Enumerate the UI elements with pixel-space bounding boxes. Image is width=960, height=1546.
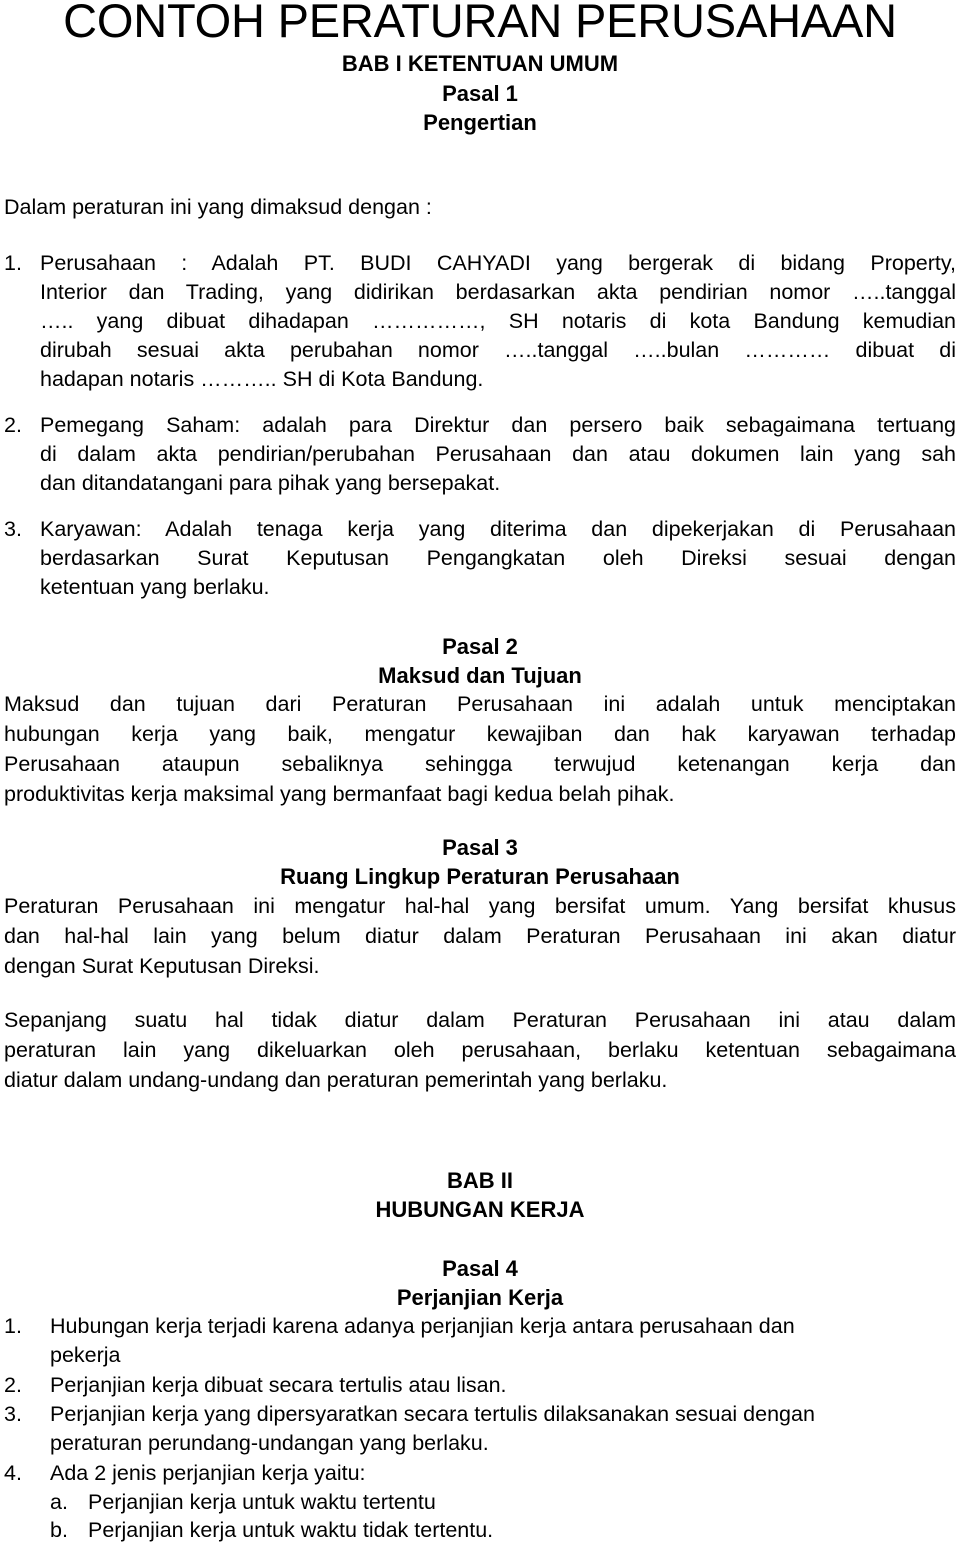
pasal2-line2: hubungan kerja yang baik, mengatur kewajiban dan hak karyawan terhadap: [4, 722, 956, 746]
pasal1-number: Pasal 1: [442, 81, 518, 106]
pasal1-item1-number: 1.: [4, 251, 22, 275]
pasal1-item3-line3: ketentuan yang berlaku.: [40, 575, 270, 599]
pasal1-item3-line1: Karyawan: Adalah tenaga kerja yang diterima dan dipekerjakan di Perusahaan: [40, 517, 956, 541]
pasal4-subitem-a-text: Perjanjian kerja untuk waktu tertentu: [88, 1490, 436, 1514]
bab2-heading: BAB II: [447, 1168, 513, 1193]
pasal4-subitem-b-letter: b.: [50, 1518, 68, 1542]
pasal2-line3: Perusahaan ataupun sebaliknya sehingga terwujud ketenangan kerja dan: [4, 752, 956, 776]
bab1-heading: BAB I KETENTUAN UMUM: [341, 51, 619, 76]
pasal3-para1-line2: dan hal-hal lain yang belum diatur dalam Peraturan Perusahaan ini akan diatur: [4, 924, 956, 948]
pasal4-subitem-b-text: Perjanjian kerja untuk waktu tidak tertentu.: [88, 1518, 494, 1542]
pasal4-item1-number: 1.: [4, 1314, 22, 1338]
pasal1-item1-line3: ….. yang dibuat dihadapan ……………, SH notaris di kota Bandung kemudian: [40, 309, 956, 333]
pasal2-line1: Maksud dan tujuan dari Peraturan Perusahaan ini adalah untuk menciptakan: [4, 692, 956, 716]
pasal1-item3-number: 3.: [4, 517, 22, 541]
pasal1-title: Pengertian: [423, 110, 537, 135]
pasal1-item1-line4: dirubah sesuai akta perubahan nomor …..tanggal …..bulan ………… dibuat di: [40, 338, 956, 362]
pasal1-item3-line2: berdasarkan Surat Keputusan Pengangkatan oleh Direksi sesuai dengan: [40, 546, 956, 570]
pasal4-item4-number: 4.: [4, 1461, 22, 1485]
pasal4-subitem-a-letter: a.: [50, 1490, 68, 1514]
pasal1-item1-line5: hadapan notaris ……….. SH di Kota Bandung.: [40, 367, 484, 391]
pasal3-title: Ruang Lingkup Peraturan Perusahaan: [280, 864, 680, 889]
pasal2-title: Maksud dan Tujuan: [378, 663, 582, 688]
pasal2-line4: produktivitas kerja maksimal yang bermanfaat bagi kedua belah pihak.: [4, 782, 675, 806]
pasal3-number: Pasal 3: [442, 835, 518, 860]
pasal2-number: Pasal 2: [442, 634, 518, 659]
pasal4-item3-line1: Perjanjian kerja yang dipersyaratkan secara tertulis dilaksanakan sesuai dengan: [50, 1402, 815, 1426]
pasal4-item3-number: 3.: [4, 1402, 22, 1426]
pasal3-para1-line3: dengan Surat Keputusan Direksi.: [4, 954, 320, 978]
pasal4-item3-line2: peraturan perundang-undangan yang berlaku.: [50, 1431, 489, 1455]
pasal4-item2-number: 2.: [4, 1373, 22, 1397]
pasal3-para2-line2: peraturan lain yang dikeluarkan oleh perusahaan, berlaku ketentuan sebagaimana: [4, 1038, 956, 1062]
pasal3-para1-line1: Peraturan Perusahaan ini mengatur hal-hal yang bersifat umum. Yang bersifat khusus: [4, 894, 956, 918]
pasal1-item1-line1: Perusahaan : Adalah PT. BUDI CAHYADI yang bergerak di bidang Property,: [40, 251, 956, 275]
pasal3-para2-line1: Sepanjang suatu hal tidak diatur dalam Peraturan Perusahaan ini atau dalam: [4, 1008, 956, 1032]
pasal4-item1-line1: Hubungan kerja terjadi karena adanya perjanjian kerja antara perusahaan dan: [50, 1314, 795, 1338]
pasal4-item1-line2: pekerja: [50, 1343, 121, 1367]
pasal1-item2-line3: dan ditandatangani para pihak yang bersepakat.: [40, 471, 501, 495]
pasal4-item4-line1: Ada 2 jenis perjanjian kerja yaitu:: [50, 1461, 366, 1485]
pasal1-item1-line2: Interior dan Trading, yang didirikan berdasarkan akta pendirian nomor …..tanggal: [40, 280, 956, 304]
pasal1-item2-line1: Pemegang Saham: adalah para Direktur dan persero baik sebagaimana tertuang: [40, 413, 956, 437]
pasal4-title: Perjanjian Kerja: [396, 1285, 564, 1310]
pasal1-item2-line2: di dalam akta pendirian/perubahan Perusahaan dan atau dokumen lain yang sah: [40, 442, 956, 466]
bab2-subheading: HUBUNGAN KERJA: [375, 1197, 585, 1222]
pasal3-para2-line3: diatur dalam undang-undang dan peraturan pemerintah yang berlaku.: [4, 1068, 668, 1092]
pasal1-item2-number: 2.: [4, 413, 22, 437]
pasal4-number: Pasal 4: [442, 1256, 518, 1281]
document-title: CONTOH PERATURAN PERUSAHAAN: [63, 0, 897, 47]
pasal4-item2-line1: Perjanjian kerja dibuat secara tertulis atau lisan.: [50, 1373, 507, 1397]
pasal1-intro: Dalam peraturan ini yang dimaksud dengan :: [4, 195, 432, 219]
